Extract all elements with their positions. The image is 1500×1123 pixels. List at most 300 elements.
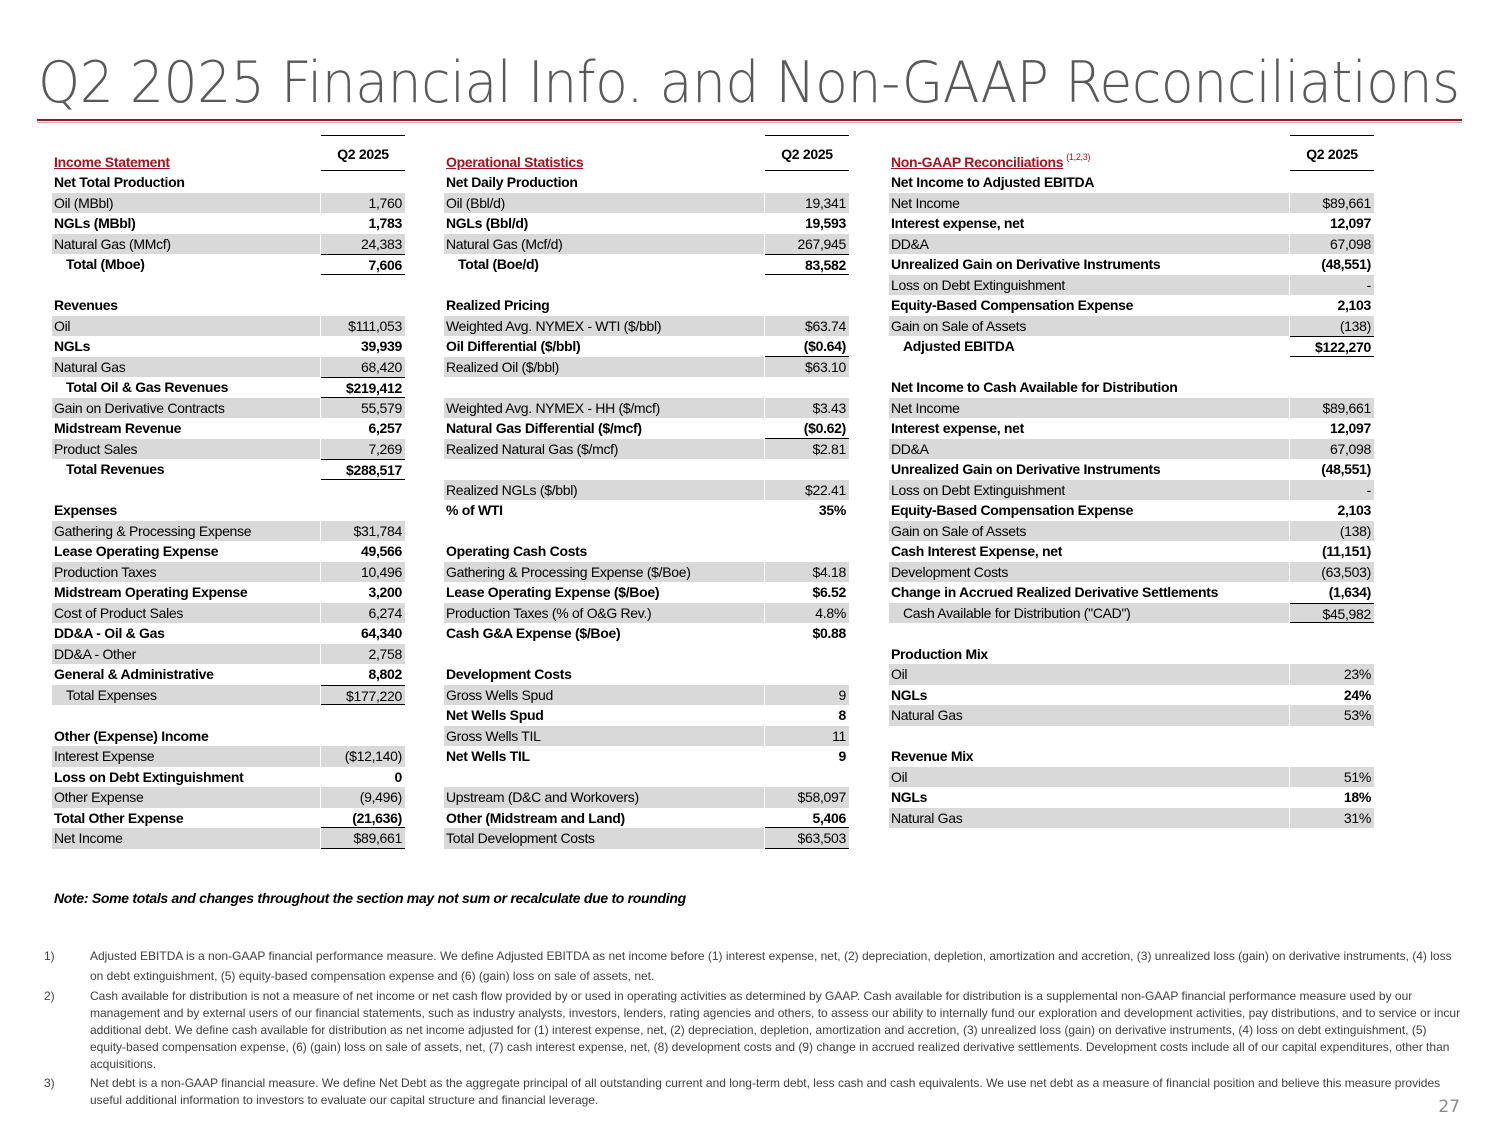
spacer-row [444,767,849,788]
row-label: Oil [889,664,1289,685]
row-label: Gain on Sale of Assets [889,521,1289,542]
row-label: Lease Operating Expense ($/Boe) [446,584,660,600]
row-value: (63,503) [1290,562,1374,583]
row-value: 9 [838,748,846,764]
row-value: $31,784 [321,521,405,542]
table-subheader-row [444,541,849,562]
table-row [52,582,405,603]
table-row [889,336,1374,357]
row-label [444,377,764,398]
spacer-row [444,521,849,542]
row-label: Total Other Expense [54,809,184,826]
table-subheader-row [889,746,1374,767]
non-gaap-reconciliations-table [889,132,1374,828]
row-value: 9 [765,685,849,706]
row-label: Weighted Avg. NYMEX - HH ($/mcf) [444,398,764,419]
table-row [52,459,405,480]
row-value: 67,098 [1290,234,1374,255]
footnote-number: 1) [44,949,55,963]
table-row [52,746,405,767]
row-label [52,705,320,726]
table-row [444,398,849,419]
table-row [444,726,849,747]
title-divider-shadow [37,122,1462,123]
row-label: Interest Expense [52,746,320,767]
table-row [444,787,849,808]
row-label: Cash G&A Expense ($/Boe) [446,625,621,641]
non-gaap-heading-text: Non-GAAP Reconciliations [891,154,1064,170]
table-row [52,787,405,808]
table-row [444,193,849,214]
row-label: Gross Wells Spud [444,685,764,706]
row-value: $63,503 [765,828,849,849]
row-label [52,480,320,501]
row-label: % of WTI [446,502,503,518]
row-label [444,275,764,296]
row-label: NGLs [54,338,91,354]
table-row [444,603,849,624]
table-row [889,234,1374,255]
table-row [889,500,1374,521]
table-row [52,418,405,439]
row-label: Realized Pricing [446,297,550,313]
row-value [1290,726,1374,747]
table-row [889,787,1374,808]
table-row [889,439,1374,460]
row-value [1290,357,1374,378]
row-value: 24,383 [321,234,405,255]
row-label: Total (Mboe) [66,256,145,272]
row-label: Net Income [52,828,320,849]
row-value [321,726,405,747]
row-label: Gathering & Processing Expense [52,521,320,542]
row-label: Net Wells Spud [446,707,544,723]
table-row [889,275,1374,296]
row-label: NGLs (Bbl/d) [446,215,528,231]
table-row [52,213,405,234]
row-value: $3.43 [765,398,849,419]
row-value: 6,274 [321,603,405,624]
row-value: 39,939 [360,338,402,354]
table-row [444,746,849,767]
row-value: $89,661 [1290,398,1374,419]
table-subheader-row [52,295,405,316]
row-value: 267,945 [765,234,849,255]
row-value: 7,606 [321,254,405,275]
table-row [52,644,405,665]
spacer-row [444,275,849,296]
table-subheader-row [889,377,1374,398]
row-value: 35% [818,502,846,518]
page-number: 27 [1438,1097,1460,1117]
footnote-number: 3) [44,1076,55,1090]
footnote-text: Net debt is a non-GAAP financial measure. We define Net Debt as the aggregate principal of all outstanding current and long-term debt, less cash and cash equivalents. We use net debt as a measure of financial position and believe this measure provides useful additional information to investors to evaluate our capital structure and financial leverage. [90,1076,1441,1107]
row-label [444,459,764,480]
row-value [765,459,849,480]
row-label: Gross Wells TIL [444,726,764,747]
row-label: Natural Gas (MMcf) [52,234,320,255]
spacer-row [889,726,1374,747]
row-label: Equity-Based Compensation Expense [891,502,1134,518]
table-row [889,213,1374,234]
spacer-row [52,705,405,726]
table-row [889,767,1374,788]
row-value: 2,103 [1337,297,1371,313]
table-row [889,398,1374,419]
table-row [52,808,405,829]
row-label: Revenue Mix [891,748,974,764]
table-row [52,685,405,706]
row-label: General & Administrative [54,666,214,682]
table-row [444,357,849,378]
row-value [765,541,849,562]
non-gaap-heading [891,152,1090,170]
footnote [44,1075,1464,1109]
row-label: Natural Gas Differential ($/mcf) [446,420,642,436]
row-value [1290,746,1374,767]
row-value: 53% [1290,705,1374,726]
row-value: 11 [765,726,849,747]
row-label: Total (Boe/d) [458,256,539,272]
table-row [889,459,1374,480]
row-value: 64,340 [360,625,402,641]
row-label [444,767,764,788]
row-value [765,521,849,542]
row-label: DD&A [889,439,1289,460]
row-label [889,623,1289,644]
table-row [889,316,1374,337]
non-gaap-footnote-ref: (1,2,3) [1066,152,1091,162]
row-value: $219,412 [321,377,405,398]
row-label: NGLs [891,789,928,805]
table-subheader-row [444,664,849,685]
row-label: Operating Cash Costs [446,543,588,559]
row-label: Realized Oil ($/bbl) [444,357,764,378]
row-label: Weighted Avg. NYMEX - WTI ($/bbl) [444,316,764,337]
row-value: 1,760 [321,193,405,214]
row-label: Other (Midstream and Land) [446,809,625,826]
table-row [889,562,1374,583]
row-label: Loss on Debt Extinguishment [54,768,244,785]
footnote [44,988,1464,1073]
row-label: Interest expense, net [891,420,1024,436]
row-value: 4.8% [765,603,849,624]
row-label: DD&A [889,234,1289,255]
footnote [44,946,1464,986]
row-value: $45,982 [1290,603,1374,624]
row-value [765,377,849,398]
footnote-text: Cash available for distribution is not a measure of net income or net cash flow provided by or used in operating activities as determined by GAAP. Cash available for distribution is a supplemental non-GAAP financial performance measure used by our management and by external users of our financial statements, such as industry analysts, investors, lenders, rating agencies and others, to assess our ability to internally fund our exploration and development activities, pay distributions, and to service or incur additional debt. We define cash available for distribution as net income adjusted for (1) interest expense, net, (2) depreciation, depletion, amortization and accretion, (3) unrealized loss (gain) on derivative instruments, (4) loss on debt extinguishment, (5) equity-based compensation expense, (6) (gain) loss on sale of assets, net, (7) cash interest expense, net, (8) development costs and (9) change in accrued realized derivative settlements. Development costs include all of our capital expenditures, other than acquisitions. [90,989,1461,1071]
row-value: ($0.62) [765,418,849,439]
row-value: 2,758 [321,644,405,665]
income-statement-heading: Income Statement [54,154,170,170]
row-label: Change in Accrued Realized Derivative Settlements [891,584,1219,600]
row-label: Loss on Debt Extinguishment [889,275,1289,296]
row-label: Production Taxes (% of O&G Rev.) [444,603,764,624]
table-row [52,562,405,583]
row-label: Midstream Revenue [54,420,182,436]
table-row [444,808,849,829]
row-label: Natural Gas [889,705,1289,726]
row-value: 68,420 [321,357,405,378]
row-label [444,521,764,542]
row-value: $0.88 [812,625,846,641]
row-value: 7,269 [321,439,405,460]
spacer-row [444,377,849,398]
table-row [444,623,849,644]
row-value: $122,270 [1290,336,1374,357]
row-value: 51% [1290,767,1374,788]
row-value [321,500,405,521]
table-row [52,377,405,398]
row-label: Net Income to Cash Available for Distribution [891,379,1178,395]
spacer-row [889,357,1374,378]
table-row [444,254,849,275]
row-value: 31% [1290,808,1374,829]
table-subheader-row [889,644,1374,665]
row-value: $111,053 [321,316,405,337]
page-title: Q2 2025 Financial Info. and Non-GAAP Reconciliations [38,50,1460,116]
row-value: 12,097 [1329,215,1371,231]
row-label: Natural Gas [52,357,320,378]
table-subheader-row [52,172,405,193]
row-value: $177,220 [321,685,405,706]
table-row [52,254,405,275]
row-value: 6,257 [368,420,402,436]
row-value: (48,551) [1321,256,1371,272]
row-label: Net Daily Production [446,174,578,190]
row-value: ($0.64) [765,336,849,357]
row-value: ($12,140) [321,746,405,767]
row-label: Net Wells TIL [446,748,530,764]
row-value: 24% [1343,686,1371,703]
row-value: $288,517 [321,459,405,480]
table-row [444,480,849,501]
row-label: Development Costs [889,562,1289,583]
row-value [765,767,849,788]
row-label: Upstream (D&C and Workovers) [444,787,764,808]
row-label: Total Oil & Gas Revenues [66,379,229,395]
row-label: Natural Gas [889,808,1289,829]
row-label: Other (Expense) Income [54,727,209,744]
table-row [889,480,1374,501]
table-row [52,521,405,542]
row-label: Oil [889,767,1289,788]
table-row [444,213,849,234]
row-value: 12,097 [1329,420,1371,436]
row-label: Product Sales [52,439,320,460]
table-row [444,439,849,460]
rounding-note: Note: Some totals and changes throughout the section may not sum or recalculate due to rounding [54,890,686,906]
table-subheader-row [889,172,1374,193]
row-label: Cash Interest Expense, net [891,543,1063,559]
table-row [52,357,405,378]
row-label: Cash Available for Distribution ("CAD") [889,603,1289,624]
row-label: Total Development Costs [444,828,764,849]
row-value: 55,579 [321,398,405,419]
row-value [765,664,849,685]
spacer-row [52,480,405,501]
row-value: 10,496 [321,562,405,583]
row-value [321,480,405,501]
row-label: Net Income [889,193,1289,214]
row-value: 0 [394,768,402,785]
row-value: 18% [1343,789,1371,805]
table-row [52,541,405,562]
row-label: NGLs (MBbl) [54,215,136,231]
row-value: 2,103 [1337,502,1371,518]
row-value: (9,496) [321,787,405,808]
table-row [52,398,405,419]
row-label: Oil (Bbl/d) [444,193,764,214]
row-label: Total Revenues [66,461,165,477]
row-value: (138) [1290,316,1374,337]
row-label: NGLs [891,686,928,703]
row-label: Production Taxes [52,562,320,583]
table-row [52,234,405,255]
row-value [321,295,405,316]
row-value: - [1290,480,1374,501]
row-label: DD&A - Other [52,644,320,665]
row-value: - [1290,275,1374,296]
table-subheader-row [52,500,405,521]
row-value: $89,661 [321,828,405,849]
row-label: Lease Operating Expense [54,543,219,559]
row-value: $22.41 [765,480,849,501]
row-label: DD&A - Oil & Gas [54,625,165,641]
row-label: Oil [52,316,320,337]
operational-statistics-heading: Operational Statistics [446,154,584,170]
row-label: Net Total Production [54,174,185,190]
row-value [321,172,405,193]
table-row [52,193,405,214]
table-row [889,521,1374,542]
table-subheader-row [52,726,405,747]
row-value: 49,566 [360,543,402,559]
table-row [52,767,405,788]
table-row [444,685,849,706]
title-divider [37,119,1462,121]
row-value [1290,644,1374,665]
table-row [889,685,1374,706]
row-label [889,726,1289,747]
row-value: $6.52 [812,584,846,600]
row-label: Natural Gas (Mcf/d) [444,234,764,255]
non-gaap-period-header: Q2 2025 [1290,135,1374,171]
spacer-row [444,644,849,665]
row-value: 19,341 [765,193,849,214]
table-subheader-row [444,172,849,193]
row-value: $63.10 [765,357,849,378]
row-label: Net Income to Adjusted EBITDA [891,174,1095,190]
row-value: 5,406 [765,808,849,829]
row-label: Gain on Derivative Contracts [52,398,320,419]
table-row [52,336,405,357]
row-label: Gain on Sale of Assets [889,316,1289,337]
row-label: Adjusted EBITDA [903,338,1015,354]
table-subheader-row [444,295,849,316]
row-label: Realized NGLs ($/bbl) [444,480,764,501]
spacer-row [52,275,405,296]
row-value [765,275,849,296]
row-value: 83,582 [765,254,849,275]
row-label: Net Income [889,398,1289,419]
row-value: (48,551) [1321,461,1371,477]
row-label: Development Costs [446,666,572,682]
table-row [444,562,849,583]
income-period-header: Q2 2025 [321,135,405,171]
row-value: (138) [1290,521,1374,542]
spacer-row [889,623,1374,644]
row-value [1290,172,1374,193]
row-value: $58,097 [765,787,849,808]
row-label [889,357,1289,378]
row-label: Gathering & Processing Expense ($/Boe) [444,562,764,583]
operational-statistics-table [444,132,849,849]
row-value: (21,636) [321,808,405,829]
table-row [889,603,1374,624]
income-statement-table [52,132,405,849]
row-label: Cost of Product Sales [52,603,320,624]
row-value: 1,783 [368,215,402,231]
footnote-number: 2) [44,989,55,1003]
table-row [444,828,849,849]
row-label: Other Expense [52,787,320,808]
row-label [444,644,764,665]
row-label: Total Expenses [52,685,320,706]
row-label: Interest expense, net [891,215,1024,231]
row-value [321,705,405,726]
table-row [444,234,849,255]
table-row [52,828,405,849]
row-label: Unrealized Gain on Derivative Instruments [891,461,1161,477]
table-row [889,808,1374,829]
row-label: Oil Differential ($/bbl) [446,338,581,354]
table-row [889,664,1374,685]
table-row [52,623,405,644]
row-value: 19,593 [804,215,846,231]
row-value [1290,623,1374,644]
row-value [765,172,849,193]
operational-period-header: Q2 2025 [765,135,849,171]
row-label: Equity-Based Compensation Expense [891,297,1134,313]
row-label: Unrealized Gain on Derivative Instruments [891,256,1161,272]
table-row [52,664,405,685]
row-value: (11,151) [1322,543,1371,559]
row-label [52,275,320,296]
row-value: 23% [1290,664,1374,685]
row-label: Realized Natural Gas ($/mcf) [444,439,764,460]
table-row [889,582,1374,603]
table-row [444,418,849,439]
table-row [889,418,1374,439]
row-label: Production Mix [891,645,988,662]
table-row [52,603,405,624]
row-value [321,275,405,296]
row-label: Midstream Operating Expense [54,584,248,600]
table-row [889,541,1374,562]
row-label: Loss on Debt Extinguishment [889,480,1289,501]
table-row [889,295,1374,316]
row-label: Expenses [54,502,117,518]
row-value: 8 [838,707,846,723]
table-row [889,705,1374,726]
footnotes [44,946,1464,1111]
table-row [444,500,849,521]
table-row [444,336,849,357]
table-row [52,439,405,460]
row-value: 67,098 [1290,439,1374,460]
